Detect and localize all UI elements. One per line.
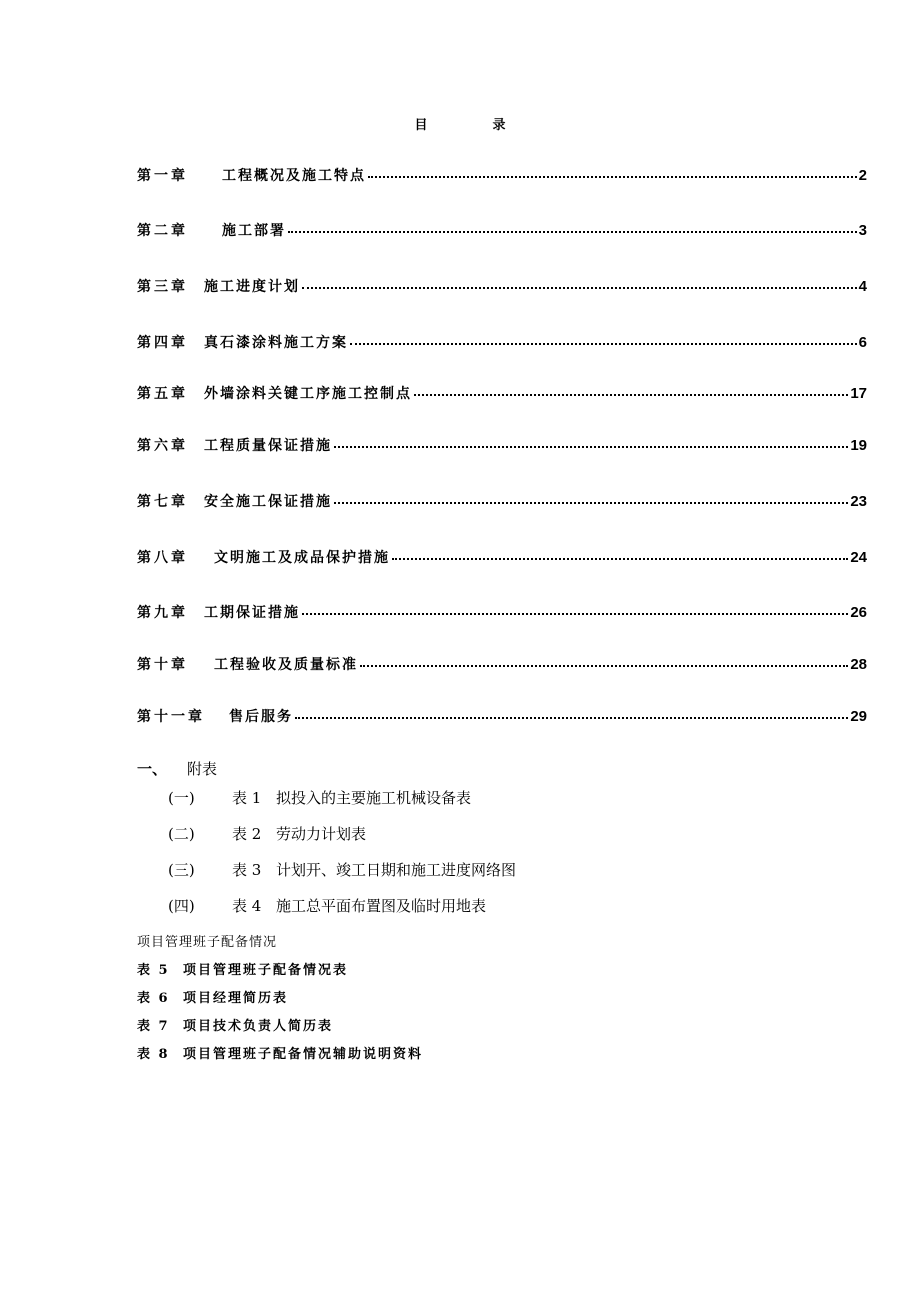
toc-entry[interactable] — [137, 435, 867, 455]
toc-entry-title: 工程验收及质量标准 — [214, 657, 358, 673]
toc-page-number: 29 — [850, 708, 867, 725]
appendix-item-table: 表 4 — [232, 897, 262, 915]
appendix-item-number: (二) — [168, 825, 195, 843]
appendix-item-table: 表 2 — [232, 825, 262, 843]
team-item-table: 表 6 — [137, 991, 170, 1006]
toc-entry[interactable] — [137, 602, 867, 622]
toc-page-number: 24 — [850, 549, 867, 566]
team-item[interactable] — [137, 1015, 333, 1034]
team-heading: 项目管理班子配备情况 — [137, 935, 278, 950]
toc-leader-dots — [334, 502, 848, 504]
appendix-item-table: 表 3 — [232, 861, 262, 879]
team-item-table: 表 8 — [137, 1047, 170, 1062]
toc-entry-title: 售后服务 — [229, 709, 293, 725]
appendix-item-title: 计划开、竣工日期和施工进度网络图 — [276, 861, 517, 879]
toc-chapter: 第十章 — [137, 657, 188, 673]
team-item-table: 表 5 — [137, 963, 170, 978]
team-item-title: 项目管理班子配备情况表 — [183, 963, 349, 978]
appendix-item-title: 劳动力计划表 — [276, 825, 367, 843]
toc-entry-title: 工程质量保证措施 — [204, 438, 332, 454]
toc-leader-dots — [302, 287, 857, 289]
toc-entry-title: 施工进度计划 — [204, 279, 300, 295]
toc-chapter: 第十一章 — [137, 709, 205, 725]
appendix-item-number: (四) — [168, 897, 195, 915]
toc-leader-dots — [334, 446, 848, 448]
toc-entry-title: 工程概况及施工特点 — [222, 168, 366, 184]
toc-entry-title: 安全施工保证措施 — [204, 494, 332, 510]
appendix-item[interactable] — [168, 823, 366, 844]
appendix-item-table: 表 1 — [232, 789, 262, 807]
toc-entry[interactable] — [137, 706, 867, 726]
toc-entry-title: 工期保证措施 — [204, 605, 300, 621]
toc-page-number: 23 — [850, 493, 867, 510]
toc-entry[interactable] — [137, 491, 867, 511]
toc-page-number: 26 — [850, 604, 867, 621]
toc-chapter: 第九章 — [137, 605, 188, 621]
appendix-item[interactable] — [168, 895, 486, 916]
toc-page-number: 3 — [858, 222, 867, 239]
team-item-title: 项目经理简历表 — [183, 991, 289, 1006]
toc-leader-dots — [392, 558, 848, 560]
toc-chapter: 第八章 — [137, 550, 188, 566]
toc-leader-dots — [350, 343, 857, 345]
toc-chapter: 第一章 — [137, 168, 188, 184]
toc-entry[interactable] — [137, 332, 867, 352]
appendix-item-title: 施工总平面布置图及临时用地表 — [276, 897, 487, 915]
toc-entry-title: 真石漆涂料施工方案 — [204, 335, 348, 351]
toc-entry[interactable] — [137, 220, 867, 240]
toc-chapter: 第六章 — [137, 438, 188, 454]
toc-title: 目 录 — [414, 118, 532, 133]
appendix-item[interactable] — [168, 787, 471, 808]
toc-leader-dots — [295, 717, 848, 719]
toc-page-number: 2 — [858, 167, 867, 184]
appendix-number: 一、 — [137, 760, 168, 778]
toc-entry[interactable] — [137, 383, 867, 403]
toc-entry-title: 文明施工及成品保护措施 — [214, 550, 390, 566]
toc-leader-dots — [302, 613, 848, 615]
toc-leader-dots — [368, 176, 857, 178]
toc-page-number: 4 — [858, 278, 867, 295]
toc-entry[interactable] — [137, 654, 867, 674]
team-item-table: 表 7 — [137, 1019, 170, 1034]
toc-page-number: 28 — [850, 656, 867, 673]
toc-leader-dots — [414, 394, 848, 396]
team-item[interactable] — [137, 987, 288, 1006]
team-item-title: 项目管理班子配备情况辅助说明资料 — [183, 1047, 424, 1062]
toc-chapter: 第二章 — [137, 223, 188, 239]
appendix-item[interactable] — [168, 859, 516, 880]
team-item-title: 项目技术负责人简历表 — [183, 1019, 334, 1034]
toc-entry[interactable] — [137, 276, 867, 296]
appendix-item-number: (三) — [168, 861, 195, 879]
toc-entry[interactable] — [137, 547, 867, 567]
toc-leader-dots — [360, 665, 848, 667]
toc-chapter: 第四章 — [137, 335, 188, 351]
toc-page-number: 17 — [850, 385, 867, 402]
appendix-item-title: 拟投入的主要施工机械设备表 — [276, 789, 472, 807]
appendix-heading — [137, 758, 217, 779]
toc-chapter: 第三章 — [137, 279, 188, 295]
toc-entry-title: 外墙涂料关键工序施工控制点 — [204, 386, 412, 402]
toc-chapter: 第七章 — [137, 494, 188, 510]
team-item[interactable] — [137, 1043, 423, 1062]
toc-entry-title: 施工部署 — [222, 223, 286, 239]
appendix-title: 附表 — [187, 760, 218, 778]
team-item[interactable] — [137, 959, 348, 978]
toc-page-number: 6 — [858, 334, 867, 351]
toc-chapter: 第五章 — [137, 386, 188, 402]
toc-entry[interactable] — [137, 165, 867, 185]
toc-page-number: 19 — [850, 437, 867, 454]
appendix-item-number: (一) — [168, 789, 195, 807]
toc-leader-dots — [288, 231, 857, 233]
